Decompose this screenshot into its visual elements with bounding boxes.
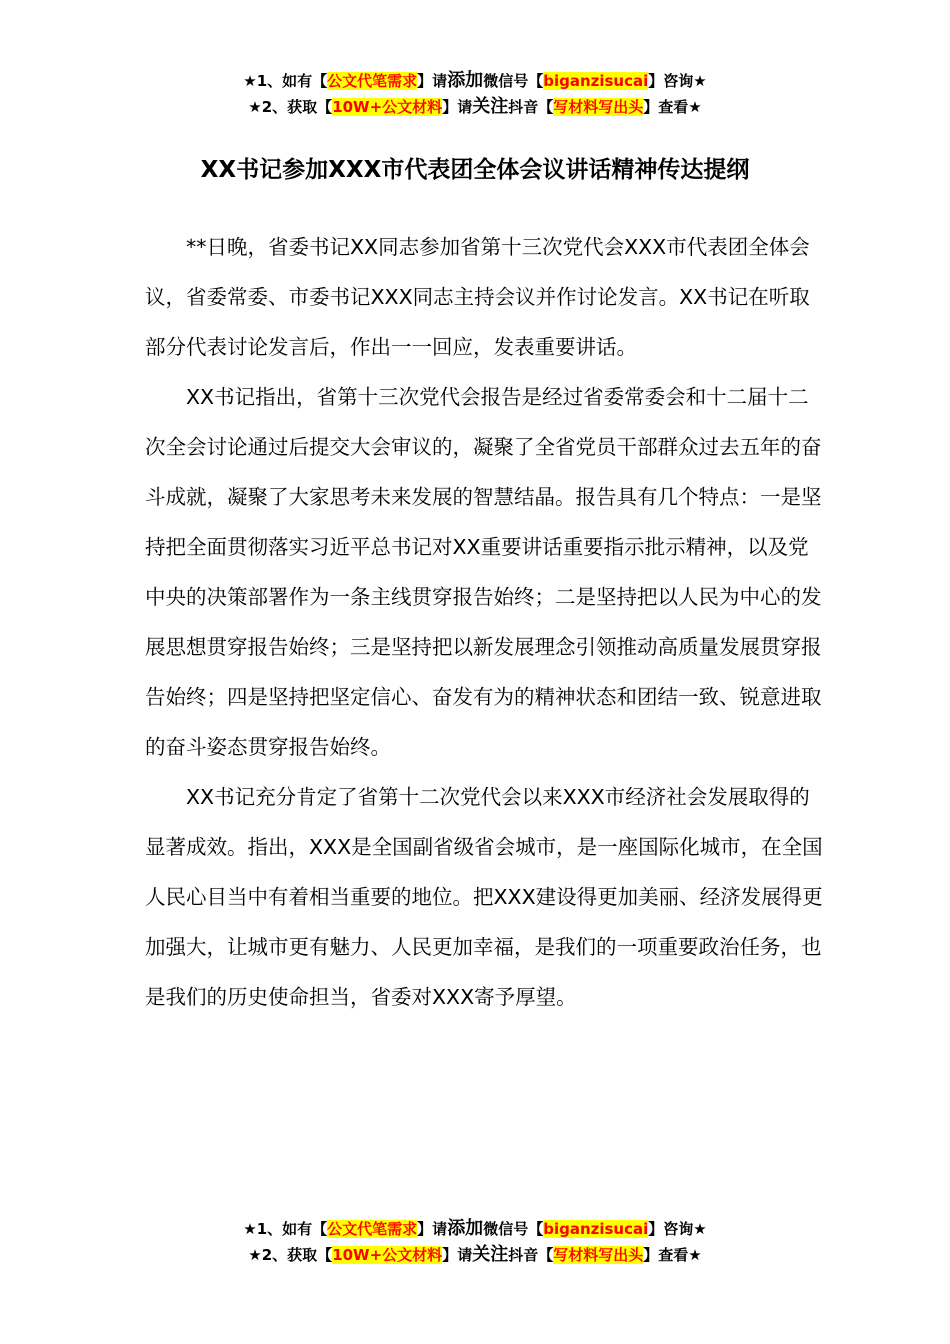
promo-highlight: 公文代笔需求 [327,72,418,90]
paragraph: **日晚，省委书记XX同志参加省第十三次党代会XXX市代表团全体会议，省委常委、市委书记XXX同志主持会议并作讨论发言。XX书记在听取部分代表讨论发言后，作出一一回应，发表重要讲话。 [145,235,810,359]
douyin-account: 写材料写出头 [553,1246,644,1264]
document-title: XX书记参加XXX市代表团全体会议讲话精神传达提纲 [200,157,750,183]
footer-promo-banner [0,1216,950,1268]
promo-line-1: ★1、如有【公文代笔需求】请添加微信号【biganzisucai】咨询★ [243,70,707,91]
douyin-account: 写材料写出头 [553,98,644,116]
promo-highlight: 公文代笔需求 [327,1220,418,1238]
promo-line-2: ★2、获取【10W+公文材料】请关注抖音【写材料写出头】查看★ [248,96,702,117]
promo-line-1: ★1、如有【公文代笔需求】请添加微信号【biganzisucai】咨询★ [243,1218,707,1239]
paragraph: XX书记指出，省第十三次党代会报告是经过省委常委会和十二届十二次全会讨论通过后提交大会审议的，凝聚了全省党员干部群众过去五年的奋斗成就，凝聚了大家思考未来发展的智慧结晶。报告具有几个特点：一是坚持把全面贯彻落实习近平总书记对XX重要讲话重要指示批示精神，以及党中央的决策部署作为一条主线贯穿报告始终；二是坚持把以人民为中心的发展思想贯穿报告始终；三是坚持把以新发展理念引领推动高质量发展贯穿报告始终；四是坚持把坚定信心、奋发有为的精神状态和团结一致、锐意进取的奋斗姿态贯穿报告始终。 [145,385,822,759]
paragraph: XX书记充分肯定了省第十二次党代会以来XXX市经济社会发展取得的显著成效。指出，XXX是全国副省级省会城市，是一座国际化城市，在全国人民心目当中有着相当重要的地位。把XXX建设得更加美丽、经济发展得更加强大，让城市更有魅力、人民更加幸福，是我们的一项重要政治任务，也是我们的历史使命担当，省委对XXX寄予厚望。 [145,785,823,1009]
wechat-id: biganzisucai [543,72,649,90]
document-body [145,222,825,1022]
header-promo-banner [0,68,950,120]
promo-line-2: ★2、获取【10W+公文材料】请关注抖音【写材料写出头】查看★ [248,1244,702,1265]
promo-highlight: 10W+公文材料 [332,98,443,116]
promo-highlight: 10W+公文材料 [332,1246,443,1264]
wechat-id: biganzisucai [543,1220,649,1238]
